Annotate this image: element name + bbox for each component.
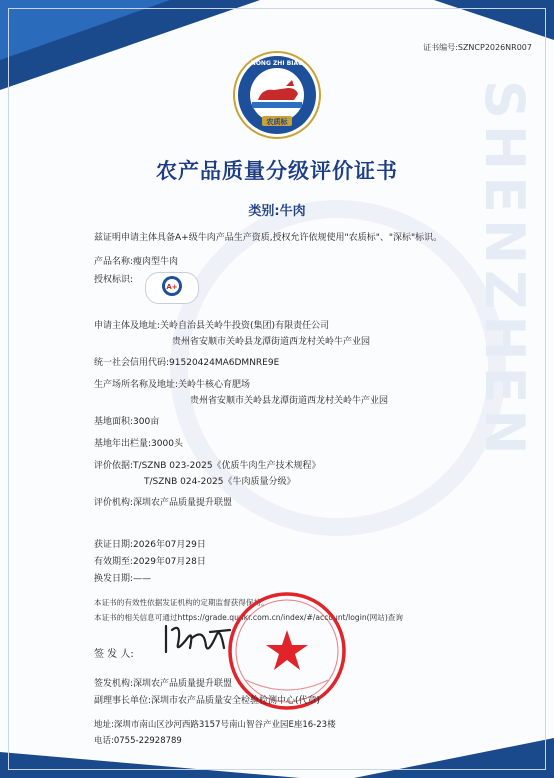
issuer-row [94, 676, 232, 689]
applicant-label: 申请主体及地址: [94, 321, 161, 331]
vice-chair-label: 副理事长单位: [94, 696, 152, 706]
base-area-label: 基地面积: [94, 417, 134, 427]
issuer-label: 签发机构: [94, 679, 134, 689]
annual-output-row [94, 436, 183, 449]
credit-code-row [94, 355, 279, 368]
nongzhibiao-logo [232, 50, 322, 140]
credit-code-value: 91520424MA6DMNRE9E [169, 358, 280, 368]
basis-line2: T/SZNB 024-2025《牛肉质量分级》 [144, 477, 296, 487]
credit-code-label: 统一社会信用代码: [94, 358, 170, 368]
applicant-name: 关岭自治县关岭牛投资(集团)有限责任公司 [160, 321, 330, 331]
watermark-text: SHENZHEN [473, 80, 536, 461]
applicant-address: 贵州省安顺市关岭县龙潭街道西龙村关岭牛产业园 [172, 337, 371, 347]
basis-label: 评价依据: [94, 461, 134, 471]
issuer-value: 深圳农产品质量提升联盟 [133, 679, 233, 689]
issue-date-label: 获证日期: [94, 540, 134, 550]
footer-address: 地址:深圳市南山区沙河西路3157号南山智谷产业园E座16-23楼 [94, 720, 336, 730]
product-value: 瘦肉型牛肉 [133, 257, 179, 267]
renew-date-row [94, 571, 151, 584]
valid-until-row [94, 554, 206, 567]
basis-row [94, 458, 321, 471]
logo-brand-text: 农质标 [266, 118, 288, 126]
evaluator-value: 深圳农产品质量提升联盟 [133, 498, 233, 508]
product-label: 产品名称: [94, 257, 134, 267]
applicant-row [94, 318, 329, 331]
valid-until-value: 2029年07月28日 [133, 557, 206, 567]
signer-label: 签 发 人: [94, 649, 134, 660]
certificate-number: 证书编号:SZNCP2026NR007 [423, 43, 532, 52]
vice-chair-value: 深圳市农产品质量安全检验检测中心(代章) [151, 696, 321, 706]
auth-mark-badge [145, 272, 199, 304]
evaluator-label: 评价机构: [94, 498, 134, 508]
annual-output-label: 基地年出栏量: [94, 439, 152, 449]
production-site-label: 生产场所名称及地址: [94, 380, 179, 390]
certificate-title: 农产品质量分级评价证书 [156, 159, 398, 183]
renew-date-label: 换发日期: [94, 574, 134, 584]
annual-output-value: 3000头 [151, 439, 183, 449]
renew-date-value: —— [133, 574, 152, 584]
production-site-address: 贵州省安顺市关岭县龙潭街道西龙村关岭牛产业园 [190, 396, 389, 406]
issue-date-row [94, 537, 206, 550]
product-row [94, 254, 178, 267]
production-site-name: 关岭牛核心育肥场 [178, 380, 251, 390]
basis-line1: T/SZNB 023-2025《优质牛肉生产技术规程》 [133, 461, 321, 471]
logo-ring-text: NONG ZHI BIAO [250, 60, 304, 67]
footer-phone: 电话:0755-22928789 [94, 736, 182, 746]
vice-chair-row [94, 693, 320, 706]
auth-mark-logo-icon [146, 273, 198, 303]
evaluator-row [94, 495, 232, 508]
auth-mark-label: 授权标识: [94, 275, 134, 285]
validity-note: 本证书的有效性依据发证机构的定期监督获得保持。 [94, 598, 269, 607]
auth-mark-grade: A+ [166, 283, 178, 291]
certificate-category: 类别:牛肉 [248, 204, 306, 219]
issue-date-value: 2026年07月29日 [133, 540, 206, 550]
valid-until-label: 有效期至: [94, 557, 134, 567]
base-area-value: 300亩 [133, 417, 160, 427]
production-site-row [94, 377, 250, 390]
base-area-row [94, 414, 159, 427]
certificate-intro: 兹证明申请主体具备A+级牛肉产品生产资质,授权允许依规使用"农质标"、"深标"标识。 [94, 233, 443, 243]
verification-note: 本证书的相关信息可通过https://grade.qunkr.com.cn/index/#/account/login(网站)查询 [94, 613, 403, 622]
